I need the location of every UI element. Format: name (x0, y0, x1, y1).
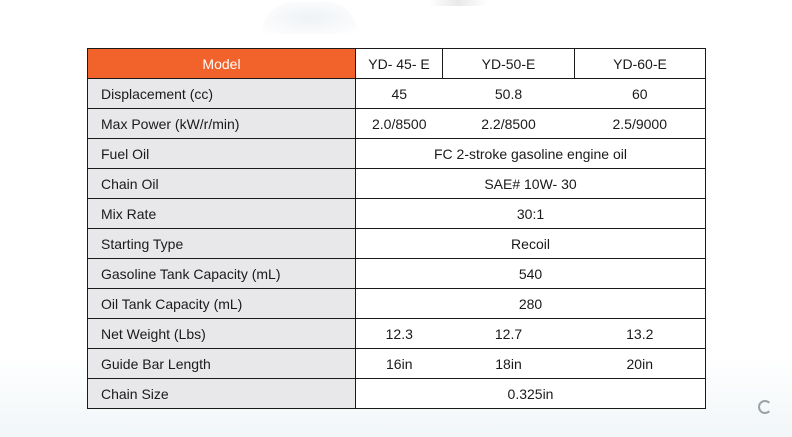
table-row (88, 199, 706, 229)
table-row (88, 379, 706, 409)
table-row (88, 169, 706, 199)
spec-value: 2.2/8500 (443, 109, 575, 139)
table-row (88, 259, 706, 289)
table-row (88, 79, 706, 109)
table-row (88, 349, 706, 379)
row-label: Guide Bar Length (88, 349, 356, 379)
faint-watermark-text (428, 0, 488, 6)
spec-value-shared: 30:1 (356, 199, 706, 229)
spec-value: 20in (575, 349, 706, 379)
spec-value: 45 (356, 79, 443, 109)
row-label: Chain Oil (88, 169, 356, 199)
spec-value-shared: FC 2-stroke gasoline engine oil (356, 139, 706, 169)
table-row (88, 289, 706, 319)
spec-value: 16in (356, 349, 443, 379)
spec-value: 18in (443, 349, 575, 379)
table-header-row (88, 49, 706, 79)
row-label: Gasoline Tank Capacity (mL) (88, 259, 356, 289)
spec-value-shared: 280 (356, 289, 706, 319)
model-header-cell: Model (88, 49, 356, 79)
model-name-cell: YD- 45- E (356, 49, 443, 79)
spec-value: 2.5/9000 (575, 109, 706, 139)
row-label: Oil Tank Capacity (mL) (88, 289, 356, 319)
spec-value: 50.8 (443, 79, 575, 109)
row-label: Fuel Oil (88, 139, 356, 169)
model-name-cell: YD-60-E (575, 49, 706, 79)
spec-value: 12.3 (356, 319, 443, 349)
spec-value: 2.0/8500 (356, 109, 443, 139)
spec-value-shared: SAE# 10W- 30 (356, 169, 706, 199)
spec-value: 12.7 (443, 319, 575, 349)
table-row (88, 319, 706, 349)
table-row (88, 229, 706, 259)
refresh-icon[interactable] (758, 400, 772, 414)
row-label: Net Weight (Lbs) (88, 319, 356, 349)
row-label: Mix Rate (88, 199, 356, 229)
model-name-cell: YD-50-E (443, 49, 575, 79)
spec-value: 60 (575, 79, 706, 109)
row-label: Chain Size (88, 379, 356, 409)
spec-value: 13.2 (575, 319, 706, 349)
spec-value-shared: 0.325in (356, 379, 706, 409)
table-row (88, 139, 706, 169)
spec-value-shared: Recoil (356, 229, 706, 259)
spec-table (87, 48, 706, 409)
faint-watermark-shape (262, 2, 358, 34)
row-label: Displacement (cc) (88, 79, 356, 109)
row-label: Starting Type (88, 229, 356, 259)
spec-value-shared: 540 (356, 259, 706, 289)
table-row (88, 109, 706, 139)
row-label: Max Power (kW/r/min) (88, 109, 356, 139)
